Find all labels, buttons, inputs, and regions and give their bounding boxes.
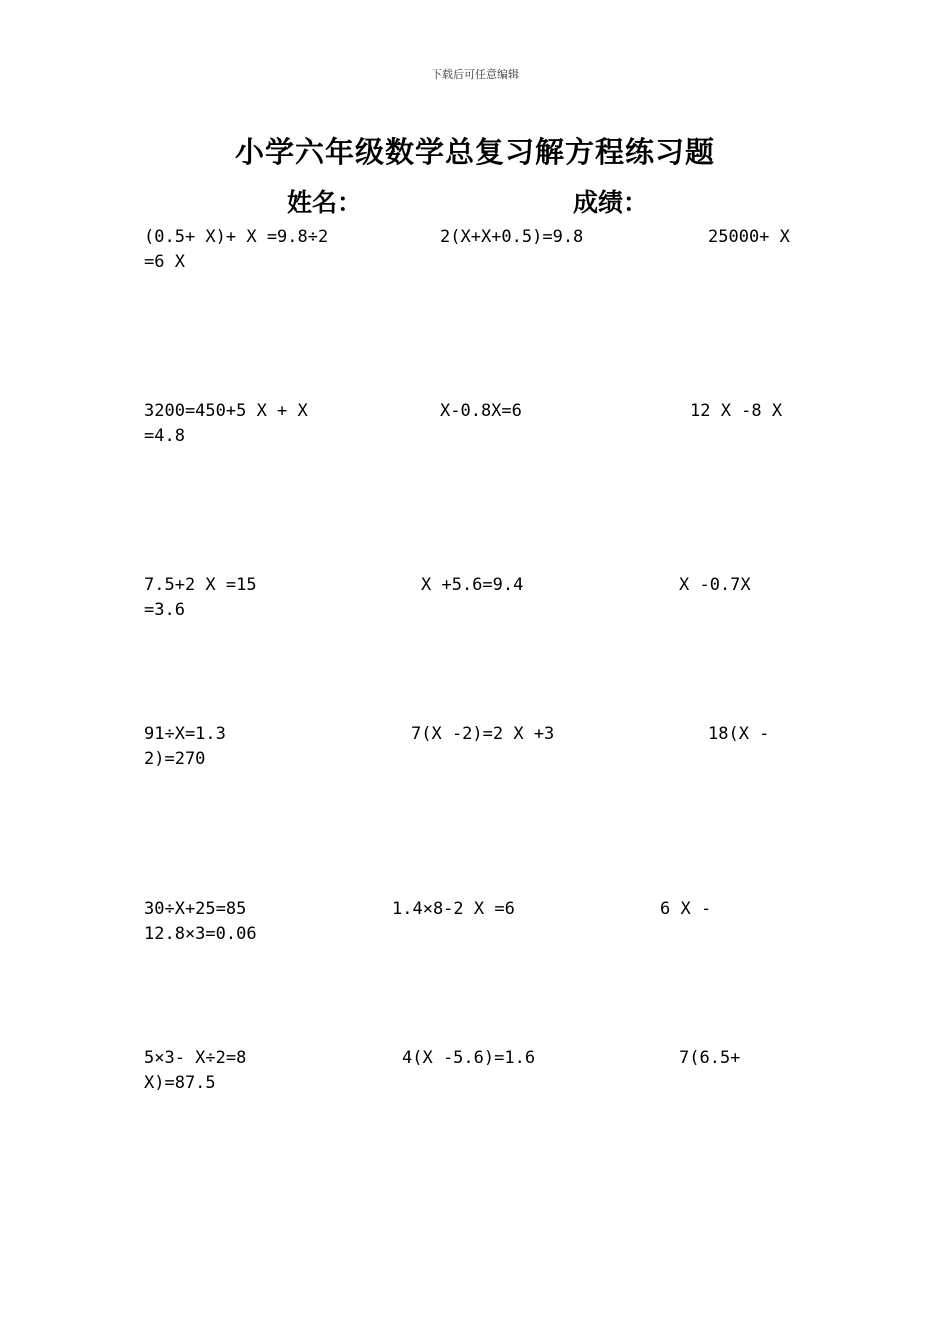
equation-r6-c2: 4(X -5.6)=1.6 [402, 1048, 536, 1068]
equation-r1-c1: (0.5+ X)+ X =9.8÷2 [144, 227, 329, 247]
equation-r4-c3: 18(X - [708, 724, 770, 744]
equation-r1-c3: 25000+ X [708, 227, 790, 247]
worksheet-title: 小学六年级数学总复习解方程练习题 [234, 135, 715, 169]
equation-r1-c1-continued: =6 X [144, 252, 185, 272]
equation-r2-c1-continued: =4.8 [144, 426, 185, 446]
equation-r6-c1: 5×3- X÷2=8 [144, 1048, 247, 1068]
equation-r2-c1: 3200=450+5 X + X [144, 401, 308, 421]
equation-r3-c2: X +5.6=9.4 [421, 575, 524, 595]
equation-r5-c1: 30÷X+25=85 [144, 899, 247, 919]
equation-r5-c2: 1.4×8-2 X =6 [392, 899, 515, 919]
equation-r1-c2: 2(X+X+0.5)=9.8 [440, 227, 584, 247]
equation-r3-c1: 7.5+2 X =15 [144, 575, 257, 595]
equation-r4-c2: 7(X -2)=2 X +3 [411, 724, 555, 744]
equation-r4-c1: 91÷X=1.3 [144, 724, 226, 744]
equation-r4-c1-continued: 2)=270 [144, 749, 206, 769]
equation-r6-c3: 7(6.5+ [679, 1048, 741, 1068]
equation-r5-c1-continued: 12.8×3=0.06 [144, 924, 257, 944]
name-label: 姓名： [287, 188, 363, 217]
equation-r3-c1-continued: =3.6 [144, 600, 185, 620]
equation-r5-c3: 6 X - [660, 899, 712, 919]
score-label: 成绩： [573, 188, 649, 217]
equation-r2-c3: 12 X -8 X [690, 401, 783, 421]
equation-r3-c3: X -0.7X [679, 575, 751, 595]
header-note: 下载后可任意编辑 [431, 68, 519, 81]
equation-r2-c2: X-0.8X=6 [440, 401, 522, 421]
equation-r6-c1-continued: X)=87.5 [144, 1073, 216, 1093]
